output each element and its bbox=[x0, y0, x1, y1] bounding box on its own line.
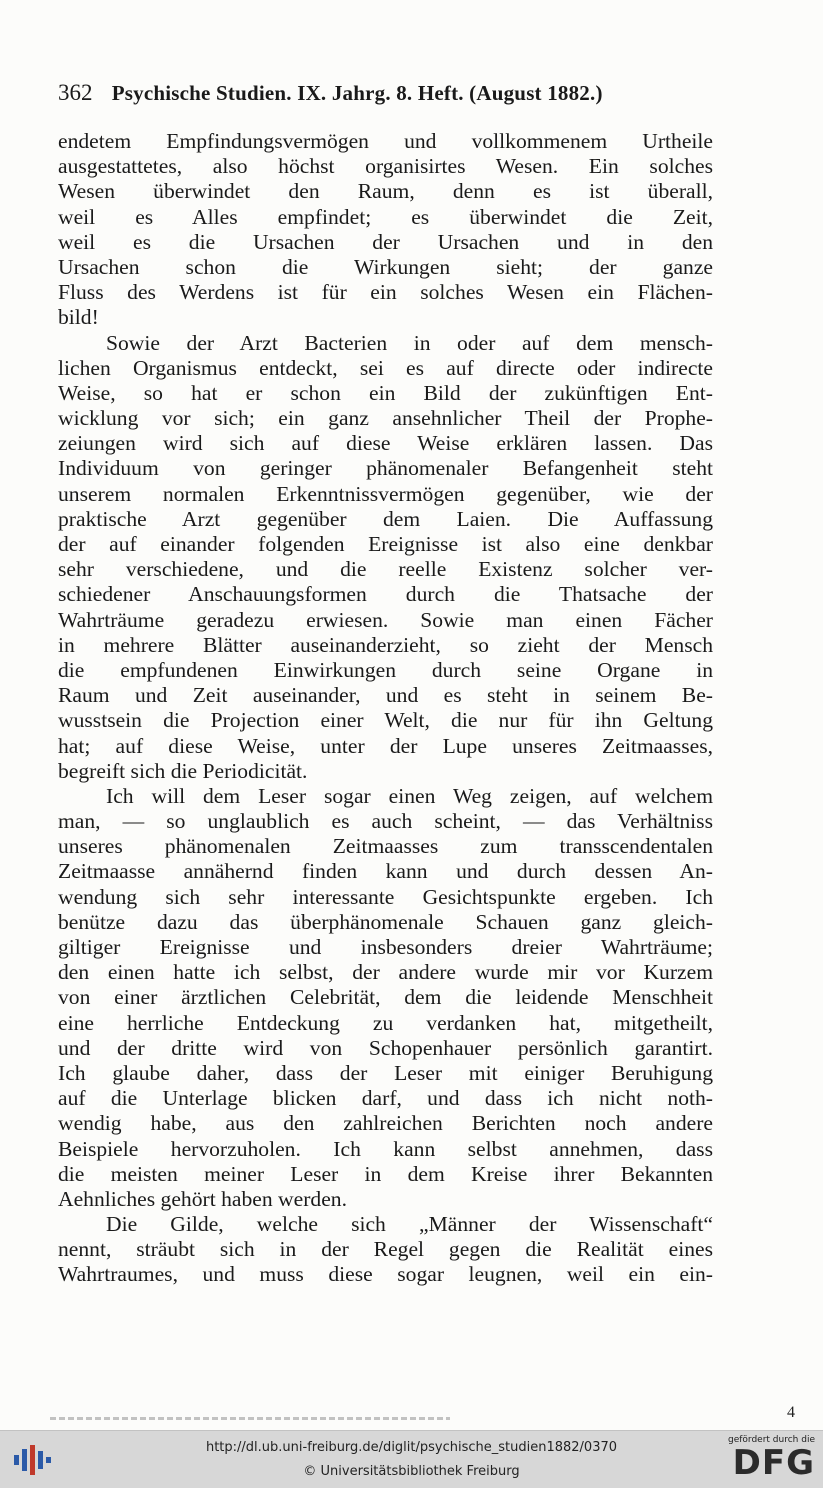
running-title: Psychische Studien. IX. Jahrg. 8. Heft. (August 1882.) bbox=[111, 81, 603, 105]
margin-mark: 4 bbox=[787, 1404, 795, 1421]
text-line: den einen hatte ich selbst, der andere wurde mir vor Kurzem bbox=[58, 960, 713, 985]
text-line: Ich glaube daher, dass der Leser mit einiger Beruhigung bbox=[58, 1060, 713, 1085]
text-line: schiedener Anschauungsformen durch die Thatsache der bbox=[58, 582, 713, 607]
text-line: sehr verschiedene, und die reelle Existenz solcher ver- bbox=[58, 557, 713, 582]
text-line: ausgestattetes, also höchst organisirtes Wesen. Ein solches bbox=[58, 154, 713, 179]
text-line: zeiungen wird sich auf diese Weise erklären lassen. Das bbox=[58, 431, 713, 456]
text-line: Die Gilde, welche sich „Männer der Wissenschaft“ bbox=[106, 1212, 713, 1237]
text-line: Beispiele hervorzuholen. Ich kann selbst annehmen, dass bbox=[58, 1136, 713, 1161]
dfg-wordmark: DFG bbox=[732, 1443, 815, 1483]
text-line: weil es Alles empfindet; es überwindet die Zeit, bbox=[58, 204, 713, 229]
text-line: Fluss des Werdens ist für ein solches Wesen ein Flächen- bbox=[58, 280, 713, 305]
copyright-notice: © Universitätsbibliothek Freiburg bbox=[303, 1464, 520, 1479]
text-line: unserem normalen Erkenntnissvermögen gegenüber, wie der bbox=[58, 481, 713, 506]
text-line: Aehnliches gehört haben werden. bbox=[58, 1186, 348, 1211]
text-line: Raum und Zeit auseinander, und es steht in seinem Be- bbox=[58, 683, 713, 708]
text-line: wendig habe, aus den zahlreichen Berichten noch andere bbox=[58, 1111, 713, 1136]
text-line: begreift sich die Periodicität. bbox=[58, 758, 308, 783]
text-line: weil es die Ursachen der Ursachen und in den bbox=[58, 229, 713, 254]
dfg-logo bbox=[715, 1435, 815, 1485]
text-line: endetem Empfindungsvermögen und vollkommenem Urtheile bbox=[58, 129, 713, 153]
text-line: Weise, so hat er schon ein Bild der zukünftigen Ent- bbox=[58, 380, 713, 405]
permalink-url[interactable]: http://dl.ub.uni-freiburg.de/diglit/psychische_studien1882/0370 bbox=[205, 1440, 618, 1455]
text-line: die empfundenen Einwirkungen durch seine Organe in bbox=[58, 657, 713, 682]
sponsor-caption: gefördert durch die bbox=[728, 1435, 815, 1445]
viewer-footer bbox=[0, 1430, 823, 1488]
text-line: wicklung vor sich; ein ganz ansehnlicher Theil der Prophe- bbox=[58, 406, 713, 431]
text-line: giltiger Ereignisse und insbesonders dreier Wahrträume; bbox=[58, 935, 713, 959]
text-line: von einer ärztlichen Celebrität, dem die leidende Menschheit bbox=[58, 985, 713, 1010]
text-line: der auf einander folgenden Ereignisse ist also eine denkbar bbox=[58, 532, 713, 556]
text-line: Wahrtraumes, und muss diese sogar leugnen, weil ein ein- bbox=[58, 1262, 713, 1287]
text-line: bild! bbox=[58, 305, 99, 330]
page-number: 362 bbox=[58, 80, 93, 105]
text-line: Individuum von geringer phänomenaler Befangenheit steht bbox=[58, 456, 713, 481]
text-line: Wesen überwindet den Raum, denn es ist überall, bbox=[58, 179, 713, 204]
text-line: praktische Arzt gegenüber dem Laien. Die Auffassung bbox=[58, 506, 713, 531]
running-header bbox=[58, 78, 718, 108]
text-line: Zeitmaasse annähernd finden kann und durch dessen An- bbox=[58, 859, 713, 884]
text-line: unseres phänomenalen Zeitmaasses zum transscendentalen bbox=[58, 834, 713, 859]
scan-artifact-line bbox=[50, 1417, 450, 1420]
text-line: wendung sich sehr interessante Gesichtspunkte ergeben. Ich bbox=[58, 884, 713, 909]
text-line: benütze dazu das überphänomenale Schauen ganz gleich- bbox=[58, 909, 713, 934]
text-line: hat; auf diese Weise, unter der Lupe unseres Zeitmaasses, bbox=[58, 733, 713, 758]
text-line: lichen Organismus entdeckt, sei es auf directe oder indirecte bbox=[58, 355, 713, 380]
text-line: nennt, sträubt sich in der Regel gegen die Realität eines bbox=[58, 1237, 713, 1262]
text-line: auf die Unterlage blicken darf, und dass ich nicht noth- bbox=[58, 1086, 713, 1111]
text-line: man, — so unglaublich es auch scheint, — das Verhältniss bbox=[58, 809, 713, 834]
body-text bbox=[58, 129, 713, 1288]
text-line: Ursachen schon die Wirkungen sieht; der ganze bbox=[58, 254, 713, 279]
text-line: Sowie der Arzt Bacterien in oder auf dem mensch- bbox=[106, 330, 713, 355]
text-line: in mehrere Blätter auseinanderzieht, so zieht der Mensch bbox=[58, 632, 713, 657]
text-line: eine herrliche Entdeckung zu verdanken hat, mitgetheilt, bbox=[58, 1010, 713, 1035]
text-line: Wahrträume geradezu erwiesen. Sowie man einen Fächer bbox=[58, 607, 713, 632]
text-line: und der dritte wird von Schopenhauer persönlich garantirt. bbox=[58, 1035, 713, 1060]
text-line: die meisten meiner Leser in dem Kreise ihrer Bekannten bbox=[58, 1161, 713, 1186]
text-line: Ich will dem Leser sogar einen Weg zeigen, auf welchem bbox=[106, 783, 713, 808]
text-line: wusstsein die Projection einer Welt, die nur für ihn Geltung bbox=[58, 708, 713, 733]
